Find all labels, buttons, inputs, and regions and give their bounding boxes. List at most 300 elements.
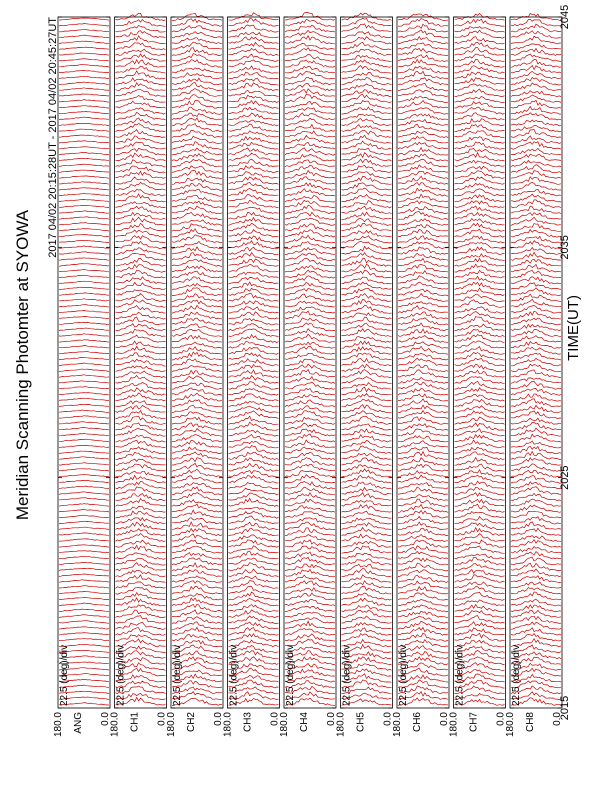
trace-ch3-scan	[229, 101, 279, 109]
trace-ang-scan	[59, 621, 109, 624]
trace-ch8-scan	[511, 265, 561, 273]
trace-ch7-scan	[455, 242, 505, 249]
trace-ch3-scan	[229, 124, 279, 132]
trace-ch1-scan	[116, 36, 166, 44]
trace-ch5-scan	[342, 55, 392, 61]
trace-ch1-scan	[116, 265, 166, 273]
trace-ch2-scan	[172, 283, 222, 289]
trace-ch7-scan	[455, 546, 505, 553]
trace-ch2-scan	[172, 440, 222, 447]
trace-ch7-scan	[455, 96, 505, 102]
x-axis-title: TIME(UT)	[565, 295, 582, 361]
chart-title: Meridian Scanning Photomter at SYOWA	[13, 209, 32, 521]
trace-ang-scan	[59, 627, 109, 629]
trace-ch8-scan	[511, 49, 561, 56]
trace-ch3-scan	[229, 131, 279, 137]
trace-ch1-scan	[116, 189, 166, 196]
trace-ch8-scan	[511, 528, 561, 535]
trace-ch7-scan	[455, 59, 505, 67]
trace-ch8-scan	[511, 194, 561, 202]
trace-ch8-scan	[511, 552, 561, 559]
trace-ch4-scan	[285, 20, 335, 27]
trace-ch7-scan	[455, 254, 505, 261]
trace-ch1-scan	[116, 241, 166, 248]
trace-ch4-scan	[285, 131, 335, 137]
trace-ang-scan	[59, 580, 109, 583]
trace-ch2-scan	[172, 324, 222, 331]
trace-ch7-scan	[455, 148, 505, 155]
trace-ch8-scan	[511, 148, 561, 155]
trace-layer	[59, 13, 561, 706]
trace-ch6-scan	[398, 575, 448, 582]
trace-ch7-scan	[455, 312, 505, 320]
trace-ch6-scan	[398, 97, 448, 103]
trace-ch2-scan	[172, 78, 222, 84]
trace-ang-scan	[59, 53, 109, 55]
trace-ch4-scan	[285, 143, 335, 150]
trace-ch7-scan	[455, 107, 505, 114]
trace-ang-scan	[59, 387, 109, 389]
trace-ang-scan	[59, 328, 109, 331]
trace-ch1-scan	[116, 582, 166, 589]
trace-ch2-scan	[172, 166, 222, 173]
trace-ch2-scan	[172, 365, 222, 371]
trace-ch1-scan	[116, 588, 166, 595]
panel-ybottom-ch2: 0.0	[213, 712, 224, 726]
trace-ch7-scan	[455, 78, 505, 85]
trace-ch6-scan	[398, 236, 448, 243]
trace-ch1-scan	[116, 335, 166, 342]
trace-ch5-scan	[342, 446, 392, 454]
trace-ch2-scan	[172, 622, 222, 630]
trace-ch1-scan	[116, 142, 166, 149]
trace-ch8-scan	[511, 213, 561, 220]
trace-ch3-scan	[229, 389, 279, 396]
trace-ch7-scan	[455, 528, 505, 536]
trace-ang-scan	[59, 316, 109, 318]
trace-ang-scan	[59, 556, 109, 559]
trace-ang-scan	[59, 633, 109, 635]
trace-ang-scan	[59, 252, 109, 254]
trace-ch6-scan	[398, 354, 448, 361]
trace-ch7-scan	[455, 554, 505, 559]
trace-ch5-scan	[342, 482, 392, 489]
trace-ch5-scan	[342, 246, 392, 254]
trace-ch3-scan	[229, 60, 279, 67]
trace-ch8-scan	[511, 248, 561, 255]
trace-ch2-scan	[172, 593, 222, 600]
panel-name-ch8: CH8	[525, 712, 536, 733]
trace-ch4-scan	[285, 71, 335, 79]
trace-ch2-scan	[172, 388, 222, 395]
panel-ytop-ch3: 180.0	[222, 712, 234, 738]
trace-ch1-scan	[116, 382, 166, 389]
trace-ang-scan	[59, 246, 109, 248]
trace-ch8-scan	[511, 378, 561, 383]
panel-ytop-ch8: 180.0	[505, 712, 516, 738]
trace-ch8-scan	[511, 511, 561, 518]
trace-ch6-scan	[398, 382, 448, 389]
trace-ch5-scan	[342, 130, 392, 137]
trace-ch3-scan	[229, 288, 279, 295]
trace-ch6-scan	[398, 417, 448, 425]
trace-ch6-scan	[398, 627, 448, 635]
trace-ch6-scan	[398, 318, 448, 325]
trace-ch5-scan	[342, 628, 392, 635]
trace-ch6-scan	[398, 120, 448, 126]
trace-ang-scan	[59, 88, 109, 91]
trace-ch8-scan	[511, 576, 561, 583]
trace-ch4-scan	[285, 377, 335, 384]
trace-ch6-scan	[398, 599, 448, 606]
trace-ch6-scan	[398, 219, 448, 226]
trace-ch4-scan	[285, 353, 335, 360]
x-tick-2025: 2025	[559, 465, 571, 490]
panel-ybottom-ch8: 0.0	[552, 712, 563, 726]
trace-ch5-scan	[342, 623, 392, 629]
trace-ch5-scan	[342, 616, 392, 623]
trace-ch5-scan	[342, 341, 392, 348]
trace-ch8-scan	[511, 95, 561, 103]
trace-ch8-scan	[511, 241, 561, 249]
trace-ch5-scan	[342, 201, 392, 208]
trace-ang-scan	[59, 416, 109, 419]
trace-ang-scan	[59, 439, 109, 442]
trace-ch3-scan	[229, 48, 279, 55]
trace-ch4-scan	[285, 154, 335, 161]
trace-ch4-scan	[285, 48, 335, 56]
trace-ch5-scan	[342, 101, 392, 109]
trace-ch6-scan	[398, 124, 448, 131]
panel-scale-label: 22.5 (deg)/div	[398, 644, 409, 706]
trace-ch1-scan	[116, 401, 166, 407]
trace-ch6-scan	[398, 570, 448, 577]
trace-ch2-scan	[172, 26, 222, 32]
trace-ch2-scan	[172, 195, 222, 202]
trace-ang-scan	[59, 123, 109, 125]
trace-ch5-scan	[342, 236, 392, 243]
trace-ch6-scan	[398, 429, 448, 436]
trace-ang-scan	[59, 480, 109, 482]
trace-ch5-scan	[342, 42, 392, 50]
trace-ang-scan	[59, 533, 109, 535]
trace-ang-scan	[59, 275, 109, 278]
trace-ch8-scan	[511, 91, 561, 97]
trace-ch5-scan	[342, 469, 392, 477]
trace-ch5-scan	[342, 125, 392, 132]
trace-ch7-scan	[455, 406, 505, 413]
trace-ch5-scan	[342, 546, 392, 553]
trace-ch1-scan	[116, 96, 166, 103]
trace-ch4-scan	[285, 189, 335, 196]
trace-ch2-scan	[172, 563, 222, 571]
panel-frame-ch5	[341, 17, 393, 708]
trace-ch3-scan	[229, 463, 279, 471]
trace-ang-scan	[59, 609, 109, 611]
trace-ch2-scan	[172, 100, 222, 108]
trace-ch5-scan	[342, 487, 392, 494]
trace-ch3-scan	[229, 483, 279, 489]
trace-ch8-scan	[511, 224, 561, 232]
trace-ch6-scan	[398, 447, 448, 454]
trace-ang-scan	[59, 445, 109, 447]
trace-ang-scan	[59, 598, 109, 600]
trace-ch2-scan	[172, 359, 222, 366]
trace-ch5-scan	[342, 107, 392, 114]
trace-ang-scan	[59, 188, 109, 190]
trace-ch6-scan	[398, 276, 448, 284]
trace-ang-scan	[59, 363, 109, 366]
trace-ch8-scan	[511, 336, 561, 343]
trace-ch6-scan	[398, 499, 448, 506]
trace-ch6-scan	[398, 108, 448, 114]
trace-ch2-scan	[172, 493, 222, 501]
trace-ch8-scan	[511, 394, 561, 401]
trace-ang-scan	[59, 47, 109, 49]
trace-ch4-scan	[285, 388, 335, 395]
trace-ch2-scan	[172, 400, 222, 407]
trace-ang-scan	[59, 141, 109, 143]
trace-ch2-scan	[172, 383, 222, 389]
trace-ang-scan	[59, 269, 109, 272]
trace-ang-scan	[59, 129, 109, 131]
trace-ch4-scan	[285, 200, 335, 208]
trace-ch5-scan	[342, 165, 392, 172]
trace-ch8-scan	[511, 628, 561, 635]
trace-ch1-scan	[116, 511, 166, 518]
trace-ch1-scan	[116, 317, 166, 325]
trace-ch3-scan	[229, 435, 279, 442]
trace-ch7-scan	[455, 447, 505, 454]
trace-ch4-scan	[285, 13, 335, 21]
trace-ang-scan	[59, 35, 109, 38]
trace-ch7-scan	[455, 27, 505, 33]
trace-ch5-scan	[342, 141, 392, 149]
trace-ang-scan	[59, 193, 109, 195]
trace-ch5-scan	[342, 231, 392, 237]
trace-ch4-scan	[285, 606, 335, 612]
trace-ch2-scan	[172, 178, 222, 184]
trace-ch4-scan	[285, 195, 335, 202]
panel-ybottom-ang: 0.0	[100, 712, 111, 726]
trace-ch5-scan	[342, 377, 392, 384]
trace-ch2-scan	[172, 342, 222, 348]
trace-ch5-scan	[342, 60, 392, 67]
trace-ch4-scan	[285, 364, 335, 372]
trace-ang-scan	[59, 457, 109, 460]
trace-ch4-scan	[285, 43, 335, 49]
trace-ang-scan	[59, 205, 109, 207]
trace-ch1-scan	[116, 529, 166, 536]
trace-ch6-scan	[398, 605, 448, 612]
trace-ang-scan	[59, 182, 109, 185]
trace-ang-scan	[59, 369, 109, 372]
trace-ch6-scan	[398, 633, 448, 641]
trace-ang-scan	[59, 375, 109, 378]
trace-ch2-scan	[172, 300, 222, 307]
trace-ang-scan	[59, 492, 109, 495]
trace-ch4-scan	[285, 101, 335, 108]
panel-frame-ch6	[397, 17, 449, 708]
trace-ch7-scan	[455, 499, 505, 506]
trace-ch7-scan	[455, 347, 505, 355]
trace-ch8-scan	[511, 536, 561, 542]
trace-ang-scan	[59, 281, 109, 283]
trace-ch4-scan	[285, 569, 335, 576]
trace-ch2-scan	[172, 476, 222, 483]
trace-ch8-scan	[511, 100, 561, 108]
trace-ch4-scan	[285, 400, 335, 407]
trace-ch1-scan	[116, 353, 166, 360]
trace-ch3-scan	[229, 166, 279, 173]
trace-ch2-scan	[172, 212, 222, 219]
label-layer	[13, 5, 582, 737]
trace-ch1-scan	[116, 616, 166, 624]
trace-ch8-scan	[511, 499, 561, 506]
trace-ch2-scan	[172, 352, 222, 360]
panel-name-ch2: CH2	[186, 712, 197, 733]
chart-subtitle: 2017 04/02 20:15:28UT - 2017 04/02 20:45:27UT	[47, 17, 59, 258]
trace-ch2-scan	[172, 68, 222, 73]
trace-ch2-scan	[172, 277, 222, 284]
trace-ch7-scan	[455, 611, 505, 618]
trace-ch7-scan	[455, 142, 505, 149]
panel-ytop-ch4: 180.0	[279, 712, 290, 738]
trace-ang-scan	[59, 398, 109, 400]
trace-ang-scan	[59, 545, 109, 547]
trace-ch7-scan	[455, 395, 505, 402]
trace-ch3-scan	[229, 200, 279, 207]
trace-ch7-scan	[455, 48, 505, 56]
panel-name-ch7: CH7	[468, 712, 480, 733]
trace-ch1-scan	[116, 20, 166, 27]
trace-ang-scan	[59, 345, 109, 348]
trace-ch1-scan	[116, 494, 166, 501]
trace-ch2-scan	[172, 370, 222, 377]
trace-ch2-scan	[172, 522, 222, 530]
trace-ang-scan	[59, 404, 109, 406]
panel-scale-label: 22.5 (deg)/div	[172, 644, 183, 706]
trace-ch2-scan	[172, 500, 222, 507]
trace-ang-scan	[59, 200, 109, 202]
trace-ch6-scan	[398, 495, 448, 501]
trace-ch4-scan	[285, 528, 335, 536]
trace-ang-scan	[59, 381, 109, 383]
trace-ch5-scan	[342, 176, 392, 184]
trace-ang-scan	[59, 229, 109, 231]
trace-ch1-scan	[116, 312, 166, 319]
trace-ch8-scan	[511, 493, 561, 500]
trace-ch8-scan	[511, 236, 561, 242]
trace-ch3-scan	[229, 136, 279, 143]
trace-ch6-scan	[398, 159, 448, 166]
trace-ch4-scan	[285, 289, 335, 296]
panel-scale-label: 22.5 (deg)/div	[115, 644, 127, 706]
trace-ch2-scan	[172, 529, 222, 536]
trace-ang-scan	[59, 340, 109, 343]
trace-ch4-scan	[285, 612, 335, 617]
trace-ch2-scan	[172, 148, 222, 155]
trace-ch4-scan	[285, 628, 335, 635]
trace-ch7-scan	[455, 30, 505, 38]
trace-ang-scan	[59, 310, 109, 312]
panel-name-ch5: CH5	[355, 712, 367, 733]
trace-ch6-scan	[398, 342, 448, 349]
trace-ch2-scan	[172, 483, 222, 489]
trace-ch8-scan	[511, 418, 561, 424]
trace-ch1-scan	[116, 359, 166, 366]
trace-ch5-scan	[342, 559, 392, 565]
trace-ch6-scan	[398, 49, 448, 56]
trace-ch3-scan	[229, 307, 279, 313]
trace-ang-scan	[59, 76, 109, 78]
trace-ch7-scan	[455, 324, 505, 331]
trace-ang-scan	[59, 603, 109, 606]
panel-ybottom-ch7: 0.0	[495, 712, 507, 726]
trace-ang-scan	[59, 551, 109, 553]
trace-ch3-scan	[229, 153, 279, 161]
trace-ch8-scan	[511, 136, 561, 144]
trace-ch4-scan	[285, 258, 335, 266]
trace-ch2-scan	[172, 376, 222, 384]
trace-ch2-scan	[172, 463, 222, 471]
trace-ch5-scan	[342, 523, 392, 530]
trace-ch7-scan	[455, 259, 505, 267]
trace-ang-scan	[59, 59, 109, 61]
trace-ch3-scan	[229, 430, 279, 436]
trace-ch1-scan	[116, 130, 166, 138]
trace-ch8-scan	[511, 464, 561, 472]
trace-ch5-scan	[342, 219, 392, 226]
trace-ang-scan	[59, 117, 109, 120]
trace-ch7-scan	[455, 171, 505, 179]
trace-ang-scan	[59, 352, 109, 354]
trace-ch6-scan	[398, 464, 448, 471]
trace-ch1-scan	[116, 346, 166, 354]
trace-ch3-scan	[229, 301, 279, 307]
trace-ch2-scan	[172, 546, 222, 553]
trace-ch5-scan	[342, 305, 392, 313]
trace-ch2-scan	[172, 95, 222, 103]
trace-ch7-scan	[455, 487, 505, 494]
trace-ch4-scan	[285, 311, 335, 319]
trace-ch6-scan	[398, 183, 448, 191]
trace-ch2-scan	[172, 412, 222, 419]
trace-ch8-scan	[511, 161, 561, 167]
panel-scale-label: 22.5 (deg)/div	[285, 644, 296, 706]
trace-ch8-scan	[511, 622, 561, 629]
trace-ch2-scan	[172, 518, 222, 524]
trace-ch1-scan	[116, 459, 166, 465]
trace-ch4-scan	[285, 518, 335, 524]
trace-ch8-scan	[511, 434, 561, 442]
panel-frames	[58, 17, 562, 708]
trace-ch6-scan	[398, 264, 448, 272]
trace-ang-scan	[59, 475, 109, 477]
trace-ang-scan	[59, 521, 109, 523]
trace-ch1-scan	[116, 258, 166, 266]
trace-ch4-scan	[285, 329, 335, 337]
trace-ch7-scan	[455, 575, 505, 583]
trace-ch7-scan	[455, 377, 505, 384]
trace-ang-scan	[59, 586, 109, 588]
trace-ch1-scan	[116, 499, 166, 507]
trace-ch1-scan	[116, 447, 166, 454]
panel-ybottom-ch6: 0.0	[439, 712, 450, 726]
trace-ch3-scan	[229, 282, 279, 290]
trace-ch3-scan	[229, 259, 279, 266]
trace-ch4-scan	[285, 423, 335, 430]
